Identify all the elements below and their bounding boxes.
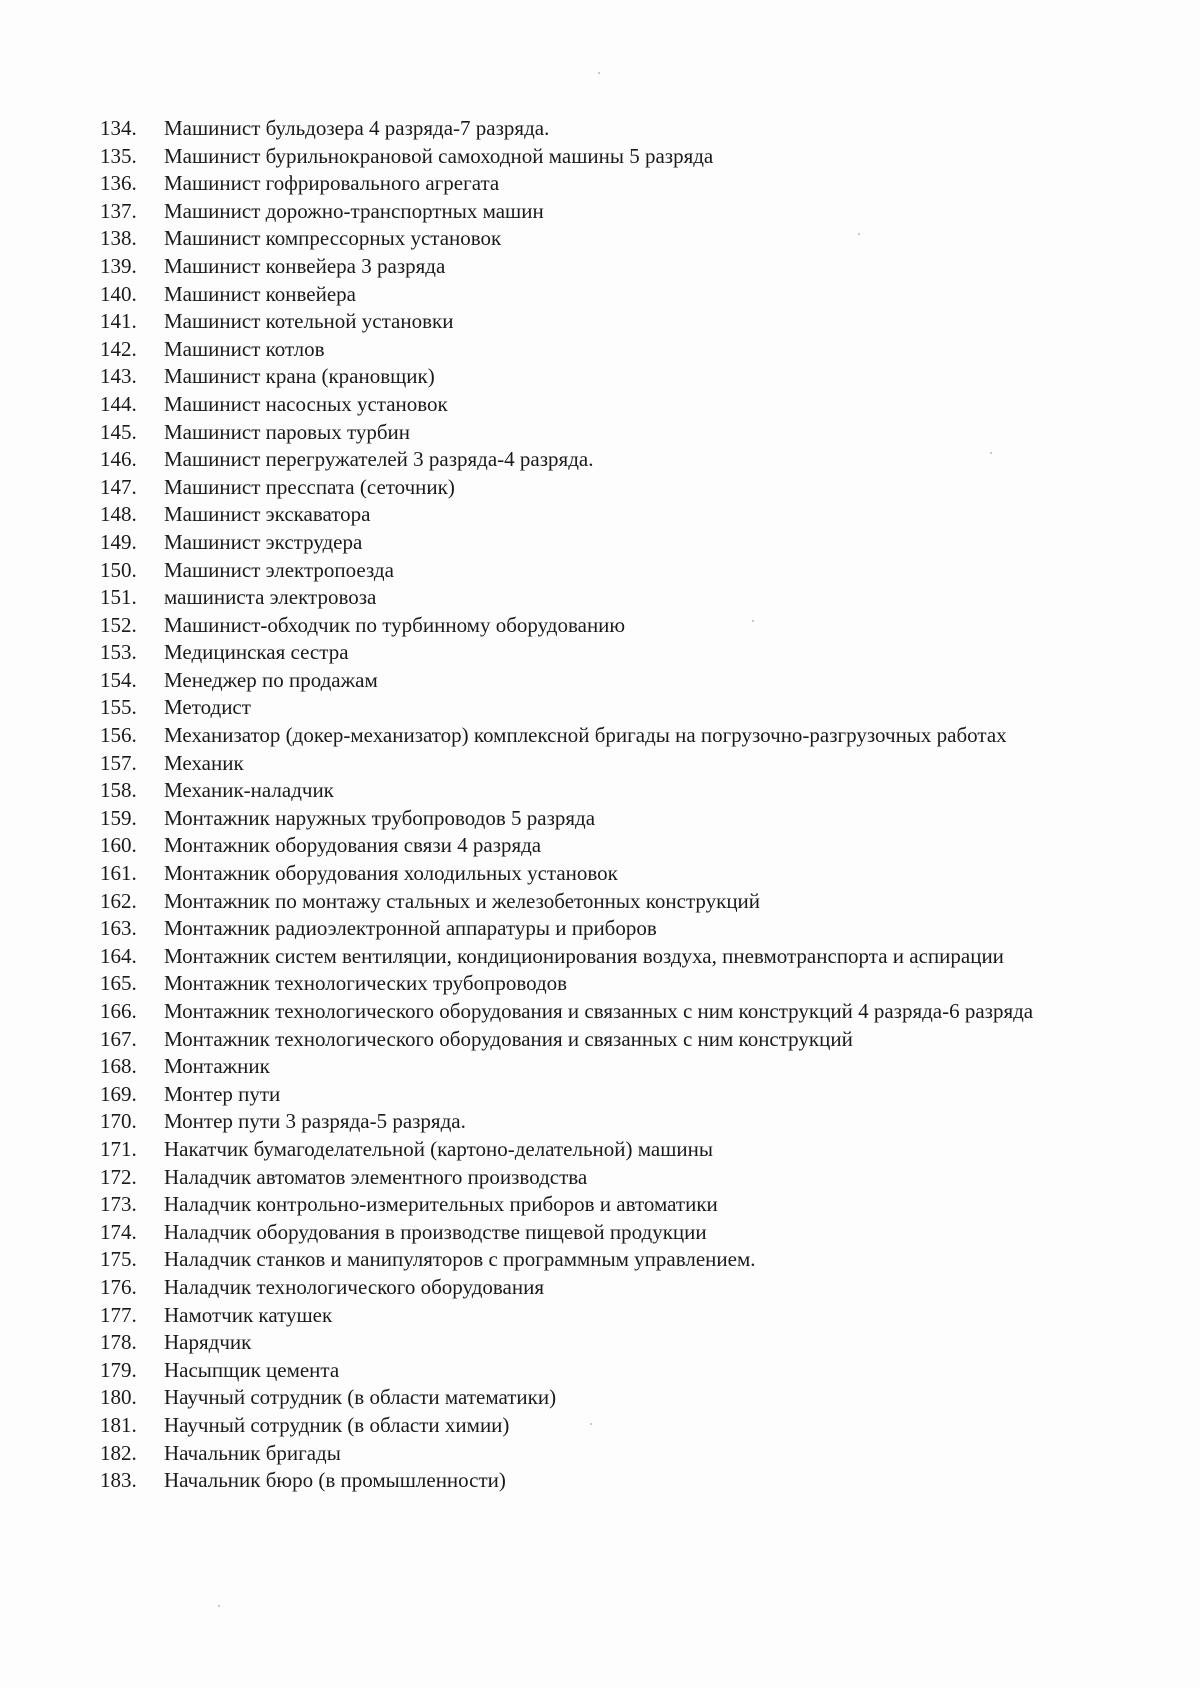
list-item	[100, 860, 1140, 888]
item-number: 159.	[100, 805, 137, 830]
list-item	[100, 1440, 1140, 1468]
item-text: Намотчик катушек	[164, 1302, 333, 1327]
item-number: 163.	[100, 916, 137, 941]
list-item	[100, 1357, 1140, 1385]
list-item	[100, 1026, 1140, 1054]
item-number: 138.	[100, 226, 137, 251]
item-text: Машинист котлов	[164, 336, 325, 361]
item-number: 136.	[100, 171, 137, 196]
list-item	[100, 170, 1140, 198]
item-number: 171.	[100, 1136, 137, 1161]
list-item	[100, 777, 1140, 805]
list-item	[100, 722, 1140, 750]
list-item	[100, 1219, 1140, 1247]
item-text: Машинист котельной установки	[164, 309, 454, 334]
item-number: 180.	[100, 1385, 137, 1410]
list-item	[100, 694, 1140, 722]
item-number: 175.	[100, 1247, 137, 1272]
list-item	[100, 832, 1140, 860]
item-number: 157.	[100, 750, 137, 775]
item-number: 173.	[100, 1192, 137, 1217]
item-number: 160.	[100, 833, 137, 858]
item-number: 153.	[100, 640, 137, 665]
list-item	[100, 391, 1140, 419]
item-text: Механизатор (докер-механизатор) комплексной бригады на погрузочно-разгрузочных работах	[164, 723, 1007, 748]
item-text: Машинист насосных установок	[164, 391, 448, 416]
list-item	[100, 1053, 1140, 1081]
item-text: Медицинская сестра	[164, 640, 349, 665]
list-item	[100, 667, 1140, 695]
item-number: 161.	[100, 861, 137, 886]
item-text: Монтажник оборудования связи 4 разряда	[164, 833, 542, 858]
list-item	[100, 529, 1140, 557]
item-number: 179.	[100, 1357, 137, 1382]
item-number: 177.	[100, 1302, 137, 1327]
item-text: Монтажник по монтажу стальных и железобетонных конструкций	[164, 888, 761, 913]
item-number: 168.	[100, 1054, 137, 1079]
item-text: Машинист перегружателей 3 разряда-4 разряда.	[164, 447, 594, 472]
item-text: Нарядчик	[164, 1330, 252, 1355]
item-number: 141.	[100, 309, 137, 334]
item-text: Машинист компрессорных установок	[164, 226, 502, 251]
item-text: Монтажник систем вентиляции, кондиционирования воздуха, пневмотранспорта и аспирации	[164, 943, 1004, 968]
list-item	[100, 1274, 1140, 1302]
item-number: 165.	[100, 971, 137, 996]
item-number: 152.	[100, 612, 137, 637]
item-text: Методист	[164, 695, 251, 720]
item-number: 162.	[100, 888, 137, 913]
item-text: Монтажник технологического оборудования и связанных с ним конструкций	[164, 1026, 853, 1051]
list-item	[100, 501, 1140, 529]
list-item	[100, 1246, 1140, 1274]
list-item	[100, 198, 1140, 226]
list-item	[100, 584, 1140, 612]
item-text: Монтажник технологического оборудования и связанных с ним конструкций 4 разряда-6 разряда	[164, 999, 1034, 1023]
list-item	[100, 336, 1140, 364]
list-item	[100, 253, 1140, 281]
item-text: машиниста электровоза	[164, 585, 377, 610]
profession-list	[100, 115, 1140, 1495]
item-text: Насыпщик цемента	[164, 1357, 340, 1382]
list-item	[100, 363, 1140, 391]
item-number: 181.	[100, 1412, 137, 1437]
item-number: 158.	[100, 778, 137, 803]
item-number: 164.	[100, 943, 137, 968]
item-text: Научный сотрудник (в области математики)	[164, 1385, 557, 1410]
item-text: Машинист крана (крановщик)	[164, 364, 435, 389]
item-number: 145.	[100, 419, 137, 444]
item-number: 137.	[100, 198, 137, 223]
list-item	[100, 419, 1140, 447]
item-number: 172.	[100, 1164, 137, 1189]
item-text: Менеджер по продажам	[164, 667, 378, 692]
item-text: Научный сотрудник (в области химии)	[164, 1412, 510, 1437]
item-text: Монтажник	[164, 1054, 270, 1079]
scan-speck	[598, 72, 600, 74]
item-number: 142.	[100, 336, 137, 361]
list-item	[100, 1384, 1140, 1412]
item-text: Наладчик автоматов элементного производства	[164, 1164, 588, 1189]
item-number: 174.	[100, 1219, 137, 1244]
item-number: 140.	[100, 281, 137, 306]
item-text: Начальник бюро (в промышленности)	[164, 1468, 506, 1493]
list-item	[100, 970, 1140, 998]
item-text: Машинист дорожно-транспортных машин	[164, 198, 544, 223]
item-number: 150.	[100, 557, 137, 582]
list-item	[100, 750, 1140, 778]
item-number: 155.	[100, 695, 137, 720]
item-text: Монтажник технологических трубопроводов	[164, 971, 568, 996]
item-number: 170.	[100, 1109, 137, 1134]
scan-speck	[218, 1605, 220, 1607]
list-item	[100, 557, 1140, 585]
item-text: Монтажник оборудования холодильных установок	[164, 861, 618, 886]
item-number: 144.	[100, 391, 137, 416]
list-item	[100, 915, 1140, 943]
list-item	[100, 1164, 1140, 1192]
item-text: Наладчик технологического оборудования	[164, 1274, 544, 1299]
item-number: 135.	[100, 143, 137, 168]
item-text: Машинист экструдера	[164, 529, 363, 554]
item-number: 154.	[100, 667, 137, 692]
item-text: Механик	[164, 750, 244, 775]
item-text: Наладчик станков и манипуляторов с программным управлением.	[164, 1247, 756, 1272]
item-text: Машинист электропоезда	[164, 557, 394, 582]
item-number: 169.	[100, 1081, 137, 1106]
list-item	[100, 143, 1140, 171]
item-number: 151.	[100, 585, 137, 610]
item-text: Наладчик оборудования в производстве пищевой продукции	[164, 1219, 707, 1244]
list-item	[100, 1467, 1140, 1495]
list-item	[100, 308, 1140, 336]
list-item	[100, 888, 1140, 916]
item-number: 156.	[100, 723, 137, 748]
item-number: 147.	[100, 474, 137, 499]
list-item	[100, 281, 1140, 309]
item-text: Машинист гофрировального агрегата	[164, 171, 500, 196]
item-text: Машинист паровых турбин	[164, 419, 411, 444]
list-item	[100, 639, 1140, 667]
list-item	[100, 1191, 1140, 1219]
list-item	[100, 998, 1140, 1026]
item-text: Монтер пути 3 разряда-5 разряда.	[164, 1109, 466, 1134]
item-text: Накатчик бумагоделательной (картоно-делательной) машины	[164, 1136, 713, 1161]
item-number: 176.	[100, 1274, 137, 1299]
item-number: 148.	[100, 502, 137, 527]
item-number: 183.	[100, 1468, 137, 1493]
list-item	[100, 1329, 1140, 1357]
item-text: Наладчик контрольно-измерительных приборов и автоматики	[164, 1192, 718, 1217]
item-text: Механик-наладчик	[164, 778, 334, 803]
list-item	[100, 1108, 1140, 1136]
list-item	[100, 805, 1140, 833]
list-item	[100, 1081, 1140, 1109]
list-item	[100, 612, 1140, 640]
item-number: 149.	[100, 529, 137, 554]
list-item	[100, 1412, 1140, 1440]
item-number: 146.	[100, 447, 137, 472]
item-text: Машинист бульдозера 4 разряда-7 разряда.	[164, 116, 550, 140]
list-item	[100, 1136, 1140, 1164]
item-number: 166.	[100, 999, 137, 1023]
item-text: Монтер пути	[164, 1081, 281, 1106]
list-item	[100, 446, 1140, 474]
item-text: Машинист бурильнокрановой самоходной машины 5 разряда	[164, 143, 714, 168]
item-text: Монтажник наружных трубопроводов 5 разряда	[164, 805, 596, 830]
item-text: Машинист конвейера	[164, 281, 356, 306]
list-item	[100, 225, 1140, 253]
item-number: 167.	[100, 1026, 137, 1051]
item-number: 178.	[100, 1330, 137, 1355]
item-text: Машинист конвейера 3 разряда	[164, 253, 446, 278]
item-number: 134.	[100, 116, 137, 140]
item-text: Начальник бригады	[164, 1440, 341, 1465]
list-item	[100, 474, 1140, 502]
item-number: 139.	[100, 253, 137, 278]
item-number: 143.	[100, 364, 137, 389]
list-item	[100, 943, 1140, 971]
item-text: Машинист-обходчик по турбинному оборудованию	[164, 612, 626, 637]
list-item	[100, 115, 1140, 143]
item-text: Монтажник радиоэлектронной аппаратуры и приборов	[164, 916, 657, 941]
item-text: Машинист пресспата (сеточник)	[164, 474, 455, 499]
item-number: 182.	[100, 1440, 137, 1465]
list-item	[100, 1302, 1140, 1330]
item-text: Машинист экскаватора	[164, 502, 371, 527]
